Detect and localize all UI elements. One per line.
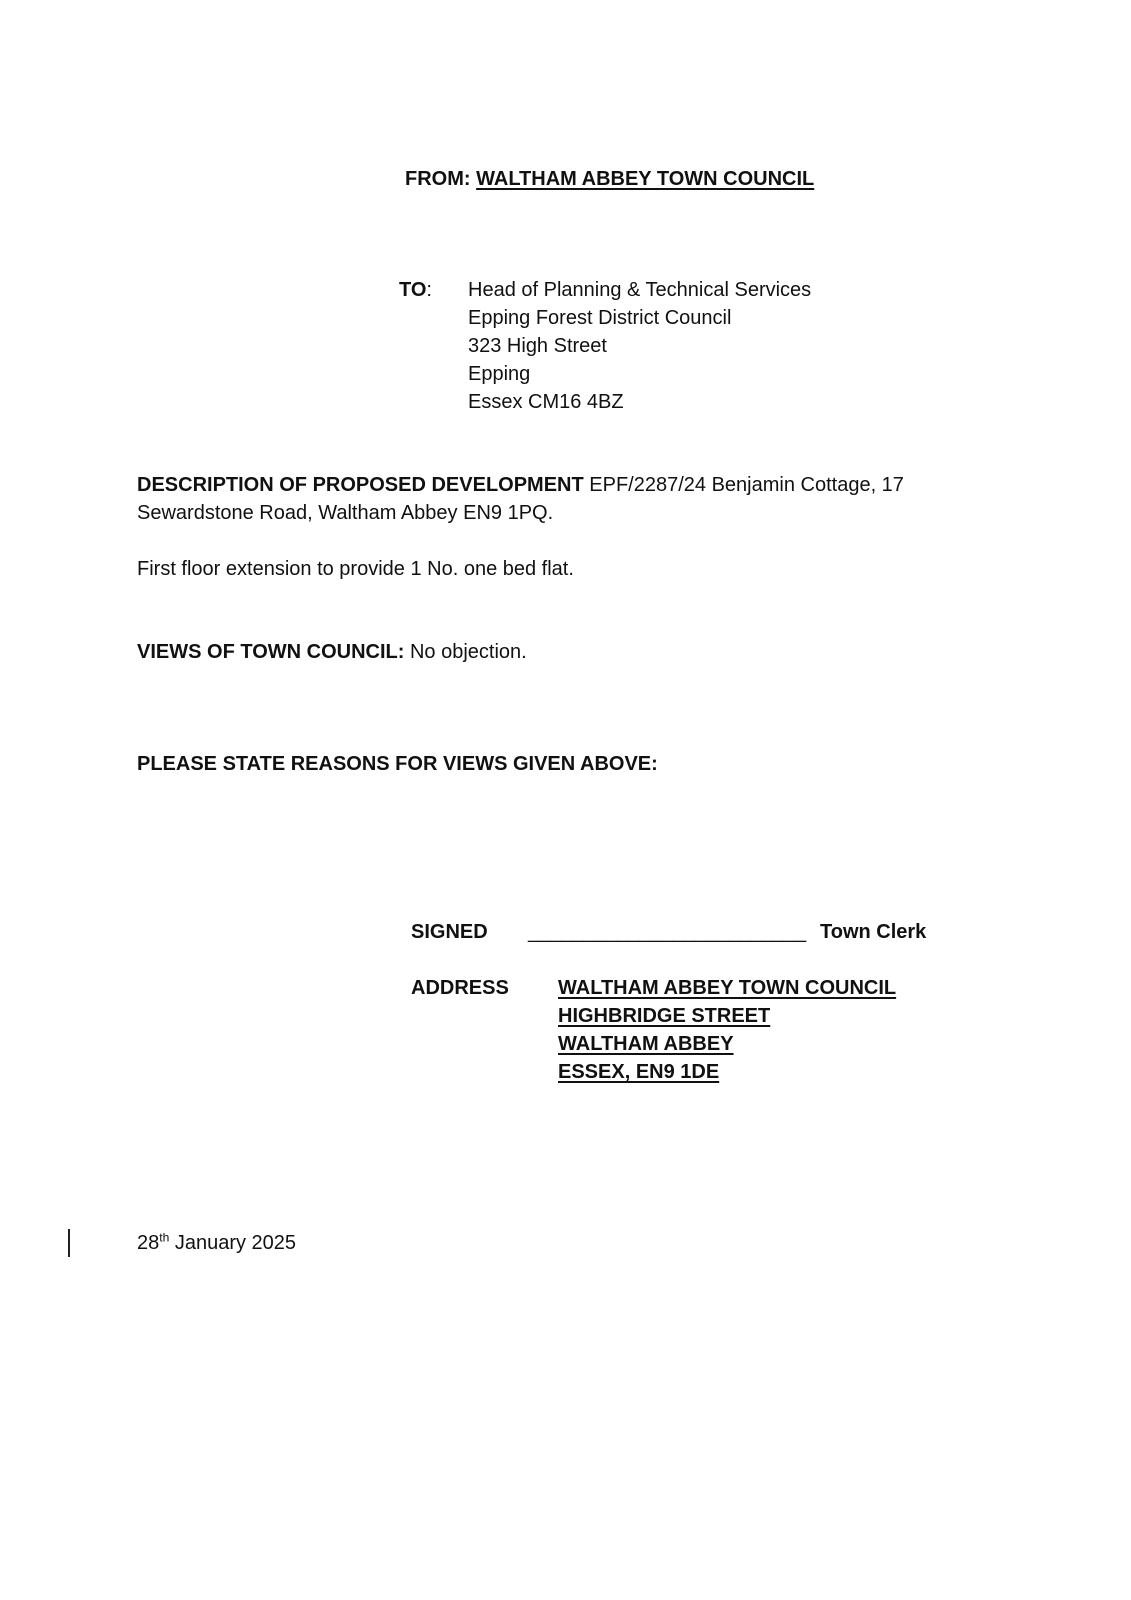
council-address-line-1: WALTHAM ABBEY TOWN COUNCIL [558,977,897,999]
views-value: No objection. [409,641,527,663]
council-address-line-3: WALTHAM ABBEY [558,1033,734,1055]
description-line-2: Sewardstone Road, Waltham Abbey EN9 1PQ. [137,502,554,524]
council-address [558,974,896,1086]
to-label-group [399,276,432,304]
recipient-line-5: Essex CM16 4BZ [468,391,624,413]
to-colon: : [426,279,432,301]
description-detail: First floor extension to provide 1 No. one bed flat. [137,558,574,580]
description-reference: EPF/2287/24 Benjamin Cottage, 17 [589,474,904,496]
views-label: VIEWS OF TOWN COUNCIL: [137,641,405,663]
signed-label: SIGNED [411,921,488,943]
recipient-line-1: Head of Planning & Technical Services [468,279,812,301]
date-line [137,1229,296,1257]
council-address-line-4: ESSEX, EN9 1DE [558,1061,720,1083]
address-label: ADDRESS [411,977,509,999]
recipient-line-2: Epping Forest District Council [468,307,732,329]
from-line [405,165,814,193]
to-label: TO [399,279,427,301]
description-line-1 [137,471,904,499]
council-address-line-2: HIGHBRIDGE STREET [558,1005,771,1027]
reasons-label: PLEASE STATE REASONS FOR VIEWS GIVEN ABOVE: [137,753,658,775]
recipient-line-4: Epping [468,363,531,385]
from-name: WALTHAM ABBEY TOWN COUNCIL [476,168,815,190]
date-rest: January 2025 [174,1232,297,1254]
recipient-address [468,276,811,416]
revision-margin-bar [68,1229,70,1257]
date-day: 28 [137,1232,160,1254]
recipient-line-3: 323 High Street [468,335,607,357]
from-label: FROM: [405,168,471,190]
description-label: DESCRIPTION OF PROPOSED DEVELOPMENT [137,474,584,496]
views-line [137,638,527,666]
signature-line: _________________________ [528,921,807,943]
signed-role: Town Clerk [820,921,927,943]
date-suffix: th [159,1230,170,1245]
